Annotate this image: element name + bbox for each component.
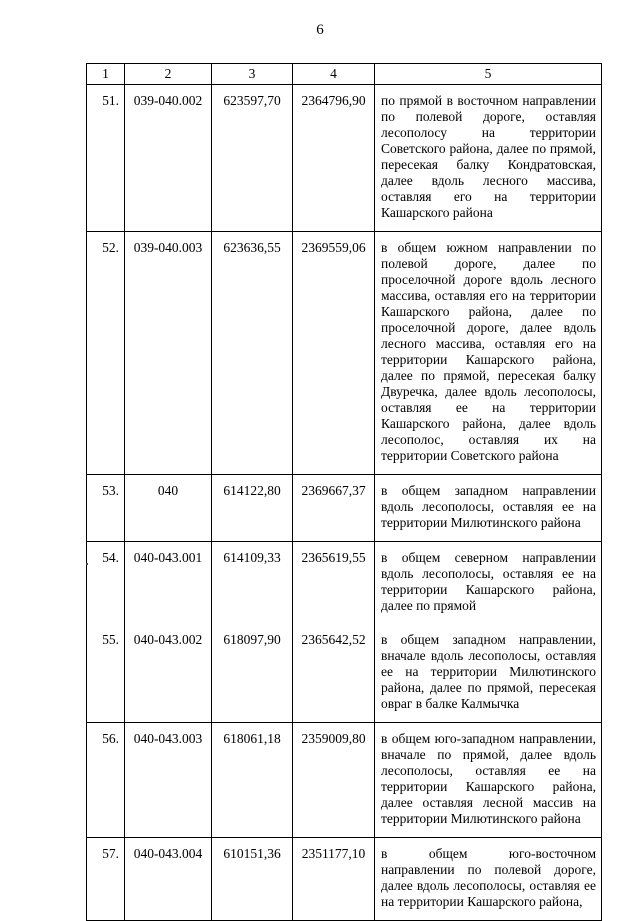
boundary-description: по прямой в восточном направлении по полевой дороге, оставляя лесополосу на территории Советского района, далее по прямой, пересекая балку Кондратовская, далее вдоль лесного массива, оставляя его на территории Кашарского района (375, 85, 602, 232)
row-number: 56. (87, 723, 125, 838)
row-number: 57. (87, 838, 125, 921)
column-header-4: 4 (293, 64, 375, 85)
coordinate-y: 2365642,52 (293, 624, 375, 723)
boundary-description: в общем юго-восточном направлении по полевой дороге, далее вдоль лесополосы, оставляя ее на территории Кашарского района, (375, 838, 602, 921)
point-code: 039-040.003 (125, 232, 212, 475)
boundary-description: в общем северном направлении вдоль лесополосы, оставляя ее на территории Кашарского района, далее по прямой (375, 542, 602, 625)
row-number: 52. (87, 232, 125, 475)
page-number: 6 (316, 22, 324, 38)
coordinate-x: 618097,90 (212, 624, 293, 723)
coordinate-x: 623597,70 (212, 85, 293, 232)
boundary-table (86, 63, 602, 921)
point-code: 040 (125, 475, 212, 542)
table-row (87, 475, 602, 542)
coordinate-y: 2369559,06 (293, 232, 375, 475)
row-number: 51. (87, 85, 125, 232)
point-code: 040-043.002 (125, 624, 212, 723)
table-row (87, 85, 602, 232)
boundary-description: в общем западном направлении, вначале вдоль лесополосы, оставляя ее на территории Милютинского района, далее по прямой, пересекая овраг в балке Калмычка (375, 624, 602, 723)
row-number: 53. (87, 475, 125, 542)
boundary-description: в общем юго-западном направлении, вначале по прямой, далее вдоль лесополосы, оставляя ее на территории Кашарского района, далее оставляя лесной массив на территории Милютинского района (375, 723, 602, 838)
coordinate-x: 610151,36 (212, 838, 293, 921)
point-code: 039-040.002 (125, 85, 212, 232)
point-code: 040-043.004 (125, 838, 212, 921)
table-row (87, 232, 602, 475)
point-code: 040-043.003 (125, 723, 212, 838)
table-row (87, 542, 602, 625)
boundary-description: в общем южном направлении по полевой дороге, далее по проселочной дороге вдоль лесного массива, оставляя его на территории Кашарского района, далее по проселочной дороге, далее вдоль лесного массива, оставляя его на территории Кашарского района, далее по прямой, пересекая балку Двуречка, далее вдоль лесополосы, оставляя ее на территории Кашарского района, далее вдоль лесополос, оставляя их на территории Советского района (375, 232, 602, 475)
row-number: 55. (87, 624, 125, 723)
coordinate-y: 2359009,80 (293, 723, 375, 838)
scan-dot (86, 563, 88, 565)
table-row (87, 624, 602, 723)
coordinate-y: 2369667,37 (293, 475, 375, 542)
coordinate-y: 2365619,55 (293, 542, 375, 625)
coordinate-x: 618061,18 (212, 723, 293, 838)
point-code: 040-043.001 (125, 542, 212, 625)
table-row (87, 838, 602, 921)
boundary-description: в общем западном направлении вдоль лесополосы, оставляя ее на территории Милютинского района (375, 475, 602, 542)
table-row (87, 723, 602, 838)
row-number: 54. (87, 542, 125, 625)
table-header-row (87, 64, 602, 85)
column-header-5: 5 (375, 64, 602, 85)
coordinate-y: 2364796,90 (293, 85, 375, 232)
column-header-2: 2 (125, 64, 212, 85)
column-header-3: 3 (212, 64, 293, 85)
coordinate-x: 614109,33 (212, 542, 293, 625)
coordinate-x: 614122,80 (212, 475, 293, 542)
coordinate-y: 2351177,10 (293, 838, 375, 921)
coordinate-x: 623636,55 (212, 232, 293, 475)
column-header-1: 1 (87, 64, 125, 85)
